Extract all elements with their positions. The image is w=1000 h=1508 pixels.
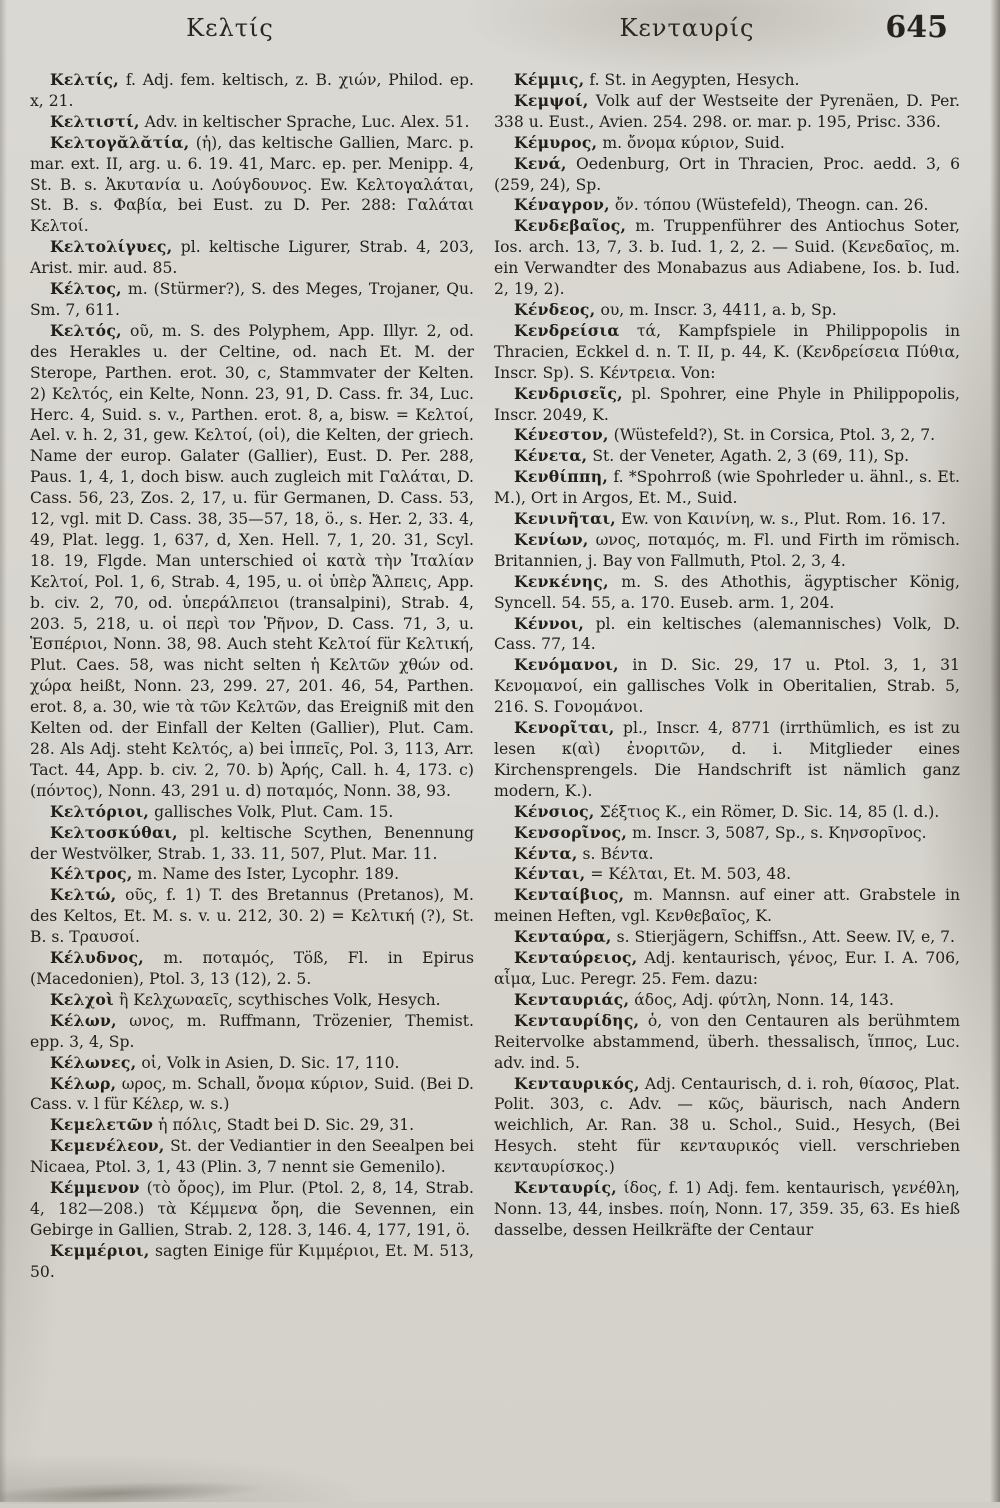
dict-entry [494, 195, 960, 216]
entry-headword: Κένεστον, [514, 425, 609, 445]
entry-headword: Κενθίππη, [514, 467, 609, 487]
entry-headword: Κελτόριοι, [50, 801, 150, 821]
entry-body: s. Stierjägern, Schiffsn., Att. Seew. IV, e, 7. [616, 928, 955, 947]
dict-entry [494, 1178, 960, 1241]
dict-entry [494, 70, 960, 91]
entry-headword: Κενταυρικός, [514, 1073, 640, 1093]
entry-body: ἢ Κελχωναεῖς, scythisches Volk, Hesych. [118, 990, 441, 1009]
entry-headword: Κενδρισεῖς, [514, 383, 623, 403]
dict-entry [30, 948, 474, 990]
dict-entry [494, 844, 960, 865]
entry-headword: Κενταυριάς, [514, 989, 630, 1009]
entry-body: ἡ πόλις, Stadt bei D. Sic. 29, 31. [158, 1116, 415, 1135]
running-header-left: Κελτίς [186, 14, 274, 42]
entry-body: f. *Spohrroß (wie Spohrleder u. ähnl., s. Et. M.), Ort in Argos, Et. M., Suid. [494, 468, 960, 508]
dict-entry [494, 572, 960, 614]
entry-body: m. Truppenführer des Antiochus Soter, Ios. arch. 13, 7, 3. b. Iud. 1, 2, 2. — Suid. (Κενεδαῖος, m. ein Verwandter des Monabazus aus Adiabene, Ios. b. Iud. 2, 19, 2). [494, 217, 960, 299]
entry-body: pl. ein keltisches (alemannisches) Volk, D. Cass. 77, 14. [494, 614, 960, 654]
entry-body: pl., Inscr. 4, 8771 (irrthümlich, es ist zu lesen κ(αὶ) ἐνοριτῶν, d. i. Mitglieder eines Kirchensprengels. Die Handschrift ist nämlich ganz modern, K.). [494, 719, 960, 800]
entry-body: Ew. von Καινίνη, w. s., Plut. Rom. 16. 17. [621, 510, 946, 529]
entry-body: ωνος, m. Ruffmann, Trözenier, Themist. epp. 3, 4, Sp. [30, 1011, 474, 1051]
entry-body: ὁ, von den Centauren als berühmtem Reitervolke abstammend, überh. thessalisch, ἵππος, Luc. adv. ind. 5. [494, 1011, 960, 1072]
entry-headword: Κενινῆται, [514, 509, 617, 529]
entry-body: οῦς, f. 1) T. des Bretannus (Pretanos), M. des Keltos, Et. M. s. v. u. 212, 30. 2) = Κελτική (?), St. B. s. Τραυσοί. [30, 886, 474, 947]
entry-body: (τὸ ὄρος), im Plur. (Ptol. 2, 8, 14, Strab. 4, 182—208.) τὰ Κέμμενα ὄρη, die Sevennen, ein Gebirge in Gallien, Strab. 2, 128. 3, 146. 4, 177, 191, ö. [30, 1179, 474, 1239]
dict-entry [30, 823, 474, 865]
dict-entry [494, 802, 960, 823]
dict-entry [494, 885, 960, 927]
entry-headword: Κενόμανοι, [514, 655, 619, 675]
entry-body: ὄν. τόπου (Wüstefeld), Theogn. can. 26. [614, 196, 929, 215]
entry-body: Adj. Centaurisch, d. i. roh, θίασος, Plat. Polit. 303, c. Adv. — κῶς, bäurisch, nach Andern weichlich, Ar. Ran. 38 u. Schol., Suid., Hesych, (Bei Hesych. steht für κενταυρικός viell. verschrieben κενταυρίσκος.) [494, 1074, 960, 1177]
dict-entry [30, 990, 474, 1011]
dict-entry [494, 927, 960, 948]
entry-headword: Κελτοσκύθαι, [50, 822, 178, 842]
entry-body: (Wüstefeld?), St. in Corsica, Ptol. 3, 2, 7. [613, 426, 936, 445]
entry-body: sagten Einige für Κιμμέριοι, Et. M. 513, 50. [30, 1241, 474, 1281]
entry-body: Σέξτιος Κ., ein Römer, D. Sic. 14, 85 (l. d.). [599, 802, 940, 821]
entry-headword: Κεμμέριοι, [50, 1240, 150, 1260]
entry-headword: Κέλωρ, [50, 1073, 117, 1093]
dict-entry [494, 1074, 960, 1179]
dict-entry [494, 216, 960, 300]
dict-entry [30, 70, 474, 112]
entry-body: ίδος, f. 1) Adj. fem. kentaurisch, γενέθλη, Nonn. 13, 44, insbes. ποίη, Nonn. 17, 359. 35, 63. Es hieß dasselbe, dessen Heilkräfte der Centaur [494, 1179, 960, 1239]
dict-entry [494, 1011, 960, 1074]
dict-entry [30, 1074, 474, 1116]
entry-headword: Κέντα, [514, 843, 578, 863]
text-columns [30, 70, 978, 1283]
entry-headword: Κενδεβαῖος, [514, 216, 627, 236]
scan-edge-shadow-right [990, 0, 1000, 1502]
entry-headword: Κέμυρος, [514, 132, 598, 152]
dict-entry [494, 91, 960, 133]
dict-entry [30, 1136, 474, 1178]
entry-headword: Κενταύρειος, [514, 948, 638, 968]
dict-entry [494, 300, 960, 321]
entry-headword: Κελτός, [50, 320, 122, 340]
entry-headword: Κελτογᾰλᾰτία, [50, 132, 190, 152]
entry-headword: Κεμψοί, [514, 90, 589, 110]
entry-body: pl. keltische Ligurer, Strab. 4, 203, Arist. mir. aud. 85. [30, 238, 474, 278]
dict-entry [494, 467, 960, 509]
entry-headword: Κεμελετῶν [50, 1115, 154, 1135]
entry-headword: Κένετα, [514, 446, 588, 466]
entry-body: m. Mannsn. auf einer att. Grabstele in meinen Heften, vgl. Κενθεβαῖος, K. [494, 886, 960, 926]
entry-headword: Κενίων, [514, 529, 589, 549]
entry-headword: Κέλτρος, [50, 864, 133, 884]
running-header [0, 10, 1000, 60]
entry-headword: Κενταίβιος, [514, 885, 625, 905]
entry-headword: Κενταυρίς, [514, 1178, 618, 1198]
entry-body: ωρος, m. Schall, ὄνομα κύριον, Suid. (Bei D. Cass. v. l für Κέλερ, w. s.) [30, 1074, 474, 1114]
entry-body: s. Βέντα. [582, 844, 654, 863]
entry-body: Volk auf der Westseite der Pyrenäen, D. Per. 338 u. Eust., Avien. 254. 298. or. mar. p. 195, Prisc. 336. [494, 91, 960, 131]
entry-body: St. der Veneter, Agath. 2, 3 (69, 11), Sp. [592, 447, 910, 466]
dict-entry [494, 133, 960, 154]
entry-body: f. Adj. fem. keltisch, z. B. χιών, Philod. ep. x, 21. [30, 71, 474, 110]
entry-body: οῦ, m. S. des Polyphem, App. Illyr. 2, od. des Herakles u. der Celtine, od. nach Et. M. der Sterope, Parthen. erot. 30, c, Stammvater der Kelten. 2) Κελτός, ein Kelte, Nonn. 23, 91, D. Cass. fr. 34, Luc. Herc. 4, Suid. s. v., Parthen. erot. 8, a, bisw. = Κελτοί, Ael. v. h. 2, 31, gew. Κελτοί, (οἱ), die Kelten, der griech. Name der europ. Galater (Gallier), Eust. D. Per. 288, Paus. 1, 4, 1, doch bisw. auch zugleich mit Γαλάται, D. Cass. 56, 23, Zos. 2, 17, u. für Germanen, D. Cass. 53, 12, vgl. mit D. Cass. 38, 35—57, 18, ö., s. Her. 2, 33. 4, 49, Plat. legg. 1, 637, d, Xen. Hell. 7, 1, 20. 31, Scyl. 18. 19, Flgde. Man unterschied οἱ κατὰ τὴν Ἰταλίαν Κελτοί, Pol. 1, 6, Strab. 4, 195, u. οἱ ὑπὲρ Ἄλπεις, App. b. civ. 2, 70, od. ὑπεράλπειοι (transalpini), Strab. 4, 203. 5, 218, u. οἱ περὶ τον Ῥῆνον, D. Cass. 71, 3, u. Ἑσπέριοι, Nonn. 38, 98. Auch steht Κελτοί für Κελτική, Plut. Caes. 58, was nicht selten ἡ Κελτῶν χθών od. χώρα heißt, Nonn. 23, 299. 27, 201. 46, 54, Parthen. erot. 8, a. 30, wie τὰ τῶν Κελτῶν, das Ereigniß mit den Kelten od. der Einfall der Kelten (Gallier), Plut. Cam. 28. Als Adj. steht Κελτός, a) bei ἱππεῖς, Pol. 3, 113, Arr. Tact. 44, App. b. civ. 2, 70. b) Ἀρής, Call. h. 4, 173. c) (πόντος), Nonn. 43, 291 u. d) ποταμός, Nonn. 38, 93. [30, 321, 474, 800]
page-number: 645 [885, 10, 948, 45]
entry-body: οἱ, Volk in Asien, D. Sic. 17, 110. [141, 1053, 400, 1072]
entry-headword: Κελτολίγυες, [50, 237, 173, 257]
dict-entry [494, 509, 960, 530]
dict-entry [30, 237, 474, 279]
left-column [30, 70, 474, 1283]
entry-headword: Κέλωνες, [50, 1052, 137, 1072]
dict-entry [30, 1053, 474, 1074]
dict-entry [494, 614, 960, 656]
dict-entry [494, 823, 960, 844]
dict-entry [30, 864, 474, 885]
dict-entry [30, 279, 474, 321]
entry-body: ωνος, ποταμός, m. Fl. und Firth im römisch. Britannien, j. Bay von Fallmuth, Ptol. 2, 3, 4. [494, 530, 960, 570]
entry-body: pl. keltische Scythen, Benennung der Westvölker, Strab. 1, 33. 11, 507, Plut. Mar. 11. [30, 823, 474, 863]
dict-entry [30, 1178, 474, 1241]
entry-headword: Κενκένης, [514, 571, 609, 591]
entry-headword: Κέμμενον [50, 1178, 140, 1198]
entry-body: m. Name des Ister, Lycophr. 189. [137, 865, 400, 884]
running-header-right: Κενταυρίς [619, 14, 755, 42]
entry-body: m. ποταμός, Töß, Fl. in Epirus (Macedonien), Ptol. 3, 13 (12), 2. 5. [30, 949, 474, 988]
entry-body: m. S. des Athothis, ägyptischer König, Syncell. 54. 55, a. 170. Euseb. arm. 1, 204. [494, 572, 961, 612]
dict-entry [30, 1011, 474, 1053]
entry-headword: Κελτίς, [50, 70, 120, 89]
dict-entry [494, 154, 960, 196]
entry-headword: Κένδεος, [514, 299, 596, 319]
entry-headword: Κέλων, [50, 1010, 117, 1030]
entry-body: Adv. in keltischer Sprache, Luc. Alex. 51. [144, 112, 470, 131]
entry-headword: Κελχοὶ [50, 989, 114, 1009]
entry-headword: Κένται, [514, 864, 586, 884]
entry-body: in D. Sic. 29, 17 u. Ptol. 3, 1, 31 Κενομανοί, ein gallisches Volk in Oberitalien, Strab. 5, 216. S. Γονομάνοι. [494, 656, 960, 717]
entry-headword: Κελτώ, [50, 885, 117, 905]
entry-headword: Κενορῖται, [514, 718, 615, 738]
entry-headword: Κέννοι, [514, 613, 585, 633]
dict-entry [494, 446, 960, 467]
dict-entry [30, 112, 474, 133]
entry-headword: Κενταυρίδης, [514, 1010, 640, 1030]
entry-body: pl. Spohrer, eine Phyle in Philippopolis, Inscr. 2049, K. [494, 384, 960, 424]
entry-headword: Κελτιστί, [50, 111, 140, 131]
entry-headword: Κέλτος, [50, 279, 122, 299]
entry-headword: Κενσορῖνος, [514, 822, 628, 842]
entry-body: m. Inscr. 3, 5087, Sp., s. Κηνσορῖνος. [632, 823, 927, 842]
entry-body: Adj. kentaurisch, γένος, Eur. I. A. 706, αἷμα, Luc. Peregr. 25. Fem. dazu: [494, 949, 960, 988]
dict-entry [494, 530, 960, 572]
dict-entry [494, 948, 960, 990]
scan-smudge [0, 1470, 330, 1508]
dict-entry [30, 802, 474, 823]
entry-body: = Κέλται, Et. M. 503, 48. [590, 865, 792, 884]
scan-edge-shadow-left [0, 0, 7, 1502]
entry-headword: Κέλυδνος, [50, 948, 145, 968]
entry-headword: Κέμμις, [514, 70, 585, 89]
dict-entry [30, 885, 474, 948]
entry-body: St. der Vediantier in den Seealpen bei Nicaea, Ptol. 3, 1, 43 (Plin. 3, 7 nennt sie Gemenilo). [30, 1137, 474, 1177]
dict-entry [30, 1241, 474, 1283]
entry-headword: Κενδρείσια [514, 320, 620, 340]
entry-body: (ἡ), das keltische Gallien, Marc. p. mar. ext. II, arg. u. 6. 19. 41, Marc. ep. per. Menipp. 4, St. B. s. Ἀκυτανία u. Λούγδουνος. Ew. Κελτογαλάται, St. B. s. Φαβία, bei Eust. zu D. Per. 288: Γαλάται Κελτοί. [30, 133, 474, 236]
entry-body: m. (Stürmer?), S. des Meges, Trojaner, Qu. Sm. 7, 611. [30, 280, 474, 319]
dict-entry [30, 133, 474, 238]
entry-body: m. ὄνομα κύριον, Suid. [602, 133, 785, 152]
dict-entry [494, 718, 960, 802]
entry-body: gallisches Volk, Plut. Cam. 15. [154, 802, 394, 821]
dict-entry [30, 321, 474, 802]
entry-headword: Κενά, [514, 153, 567, 173]
dict-entry [30, 1115, 474, 1136]
entry-headword: Κένσιος, [514, 801, 595, 821]
entry-body: ου, m. Inscr. 3, 4411, a. b, Sp. [600, 300, 837, 319]
dict-entry [494, 425, 960, 446]
entry-body: άδος, Adj. φύτλη, Nonn. 14, 143. [634, 990, 894, 1009]
right-column [494, 70, 960, 1241]
entry-body: Oedenburg, Ort in Thracien, Proc. aedd. 3, 6 (259, 24), Sp. [494, 154, 960, 194]
entry-headword: Κενταύρα, [514, 927, 612, 947]
entry-body: f. St. in Aegypten, Hesych. [589, 71, 800, 89]
dict-entry [494, 990, 960, 1011]
dict-entry [494, 321, 960, 384]
dict-entry [494, 655, 960, 718]
entry-body: τά, Kampfspiele in Philippopolis in Thracien, Eckkel d. n. T. II, p. 44, K. (Κενδρείσεια Πύθια, Inscr. Sp). S. Κέντρεια. Von: [494, 321, 960, 382]
dict-entry [494, 864, 960, 885]
dict-entry [494, 384, 960, 426]
entry-headword: Κέναγρον, [514, 195, 610, 215]
entry-headword: Κεμενέλεον, [50, 1136, 165, 1156]
